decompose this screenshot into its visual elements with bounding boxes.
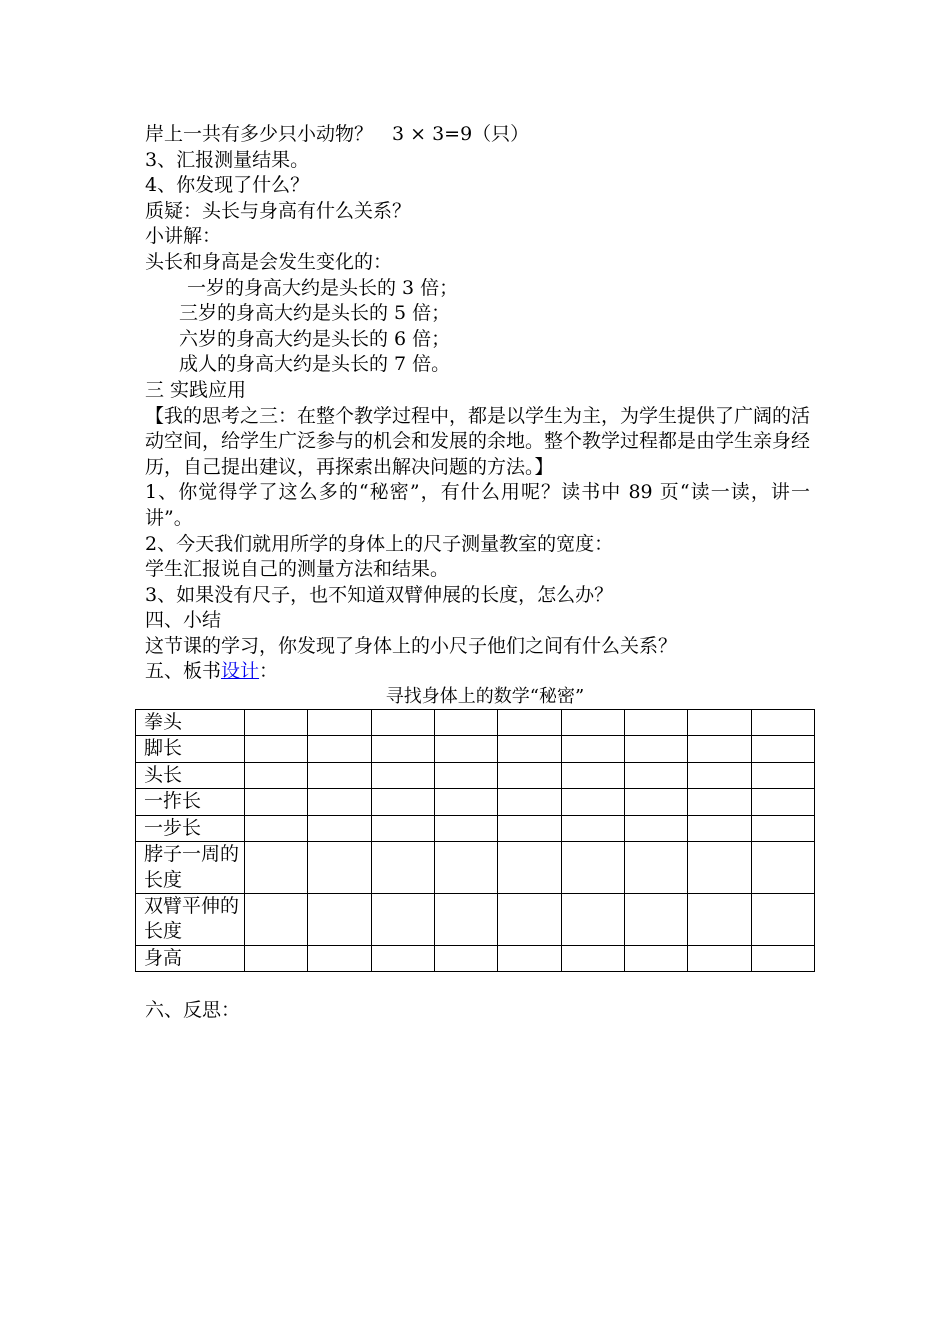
table-cell <box>624 789 687 815</box>
table-cell <box>434 945 497 971</box>
table-row <box>136 893 815 945</box>
table-cell <box>498 710 561 736</box>
table-cell <box>561 842 624 894</box>
table-cell <box>498 736 561 762</box>
text-line-animals: 岸上一共有多少只小动物？ 3 × 3=9（只） <box>145 123 530 145</box>
thinking-paragraph: 【我的思考之三：在整个教学过程中，都是以学生为主，为学生提供了广阔的活动空间，给学生广泛参与的机会和发展的余地。整个教学过程都是由学生亲身经历，自己提出建议，再探索出解决问题的方法。】 <box>145 404 811 478</box>
text-line-q1: 1、你觉得学了这么多的“秘密”，有什么用呢？读书中 89 页“读一读，讲一讲”。 <box>145 481 810 529</box>
table-cell <box>561 762 624 788</box>
table-cell <box>371 789 434 815</box>
row-label: 脖子一周的长度 <box>136 842 245 894</box>
table-cell <box>245 762 308 788</box>
table-cell <box>561 710 624 736</box>
text-line-discover: 4、你发现了什么？ <box>145 174 310 197</box>
table-cell <box>434 815 497 841</box>
table-cell <box>308 710 371 736</box>
table-cell <box>688 815 751 841</box>
table-row <box>136 842 815 894</box>
table-cell <box>371 710 434 736</box>
table-cell <box>308 893 371 945</box>
table-cell <box>371 815 434 841</box>
table-cell <box>308 815 371 841</box>
table-cell <box>371 842 434 894</box>
table-cell <box>371 945 434 971</box>
text-line-report: 3、汇报测量结果。 <box>145 148 310 171</box>
table-cell <box>498 945 561 971</box>
text-line-age6: 六岁的身高大约是头长的 6 倍； <box>179 327 451 350</box>
row-label: 一拃长 <box>136 789 245 815</box>
table-cell <box>245 710 308 736</box>
row-label: 脚长 <box>136 736 245 762</box>
table-cell <box>308 789 371 815</box>
table-cell <box>245 893 308 945</box>
table-cell <box>751 736 814 762</box>
table-cell <box>624 815 687 841</box>
section-heading-6: 六、反思： <box>145 999 241 1022</box>
table-cell <box>498 842 561 894</box>
table-cell <box>434 893 497 945</box>
table-cell <box>688 710 751 736</box>
table-cell <box>434 710 497 736</box>
design-link[interactable]: 设计 <box>221 660 260 683</box>
text-line-adult: 成人的身高大约是头长的 7 倍。 <box>179 353 451 376</box>
table-cell <box>561 736 624 762</box>
row-label: 头长 <box>136 762 245 788</box>
table-row <box>136 815 815 841</box>
table-cell <box>688 736 751 762</box>
section5-prefix: 五、板书 <box>145 660 222 683</box>
table-row <box>136 736 815 762</box>
table-cell <box>245 736 308 762</box>
table-cell <box>751 842 814 894</box>
table-cell <box>688 893 751 945</box>
row-label: 双臂平伸的长度 <box>136 893 245 945</box>
table-cell <box>751 789 814 815</box>
section-heading-4: 四、小结 <box>145 609 222 632</box>
table-row <box>136 710 815 736</box>
table-cell <box>561 945 624 971</box>
table-cell <box>498 893 561 945</box>
row-label: 身高 <box>136 945 245 971</box>
section-heading-3: 三 实践应用 <box>145 378 247 401</box>
table-cell <box>751 815 814 841</box>
table-cell <box>434 736 497 762</box>
table-cell <box>434 789 497 815</box>
table-cell <box>498 815 561 841</box>
table-cell <box>624 945 687 971</box>
table-cell <box>561 815 624 841</box>
table-cell <box>624 762 687 788</box>
table-title: 寻找身体上的数学“秘密” <box>385 686 585 708</box>
table-cell <box>624 736 687 762</box>
text-line-question: 质疑：头长与身高有什么关系？ <box>145 199 412 222</box>
table-row <box>136 762 815 788</box>
text-line-q3: 3、如果没有尺子，也不知道双臂伸展的长度，怎么办？ <box>145 583 614 606</box>
text-line-age1: 一岁的身高大约是头长的 3 倍； <box>187 276 459 299</box>
table-cell <box>371 762 434 788</box>
table-cell <box>308 842 371 894</box>
table-cell <box>308 736 371 762</box>
table-row <box>136 945 815 971</box>
table-cell <box>245 789 308 815</box>
text-line-change: 头长和身高是会发生变化的： <box>145 250 393 273</box>
table-cell <box>624 842 687 894</box>
text-line-mini-lecture: 小讲解： <box>145 225 222 248</box>
table-cell <box>371 736 434 762</box>
text-line-student-report: 学生汇报说自己的测量方法和结果。 <box>145 558 450 581</box>
table-cell <box>561 789 624 815</box>
table-cell <box>751 710 814 736</box>
text-line-q2: 2、今天我们就用所学的身体上的尺子测量教室的宽度： <box>145 532 614 555</box>
table-cell <box>688 762 751 788</box>
measurement-table <box>135 709 815 972</box>
table-cell <box>624 710 687 736</box>
text-line-summary: 这节课的学习，你发现了身体上的小尺子他们之间有什么关系？ <box>145 634 678 657</box>
table-cell <box>751 762 814 788</box>
section-heading-5 <box>145 659 825 685</box>
table-cell <box>308 945 371 971</box>
row-label: 拳头 <box>136 710 245 736</box>
table-cell <box>371 893 434 945</box>
table-cell <box>245 945 308 971</box>
table-cell <box>751 893 814 945</box>
table-cell <box>498 789 561 815</box>
table-row <box>136 789 815 815</box>
table-cell <box>245 842 308 894</box>
table-cell <box>624 893 687 945</box>
table-cell <box>688 789 751 815</box>
row-label: 一步长 <box>136 815 245 841</box>
table-cell <box>688 842 751 894</box>
table-cell <box>561 893 624 945</box>
table-cell <box>308 762 371 788</box>
table-cell <box>434 842 497 894</box>
table-cell <box>245 815 308 841</box>
section5-suffix: ： <box>259 660 279 683</box>
table-cell <box>688 945 751 971</box>
text-line-age3: 三岁的身高大约是头长的 5 倍； <box>179 302 451 325</box>
table-cell <box>498 762 561 788</box>
document-page <box>145 122 825 1024</box>
table-cell <box>751 945 814 971</box>
table-cell <box>434 762 497 788</box>
